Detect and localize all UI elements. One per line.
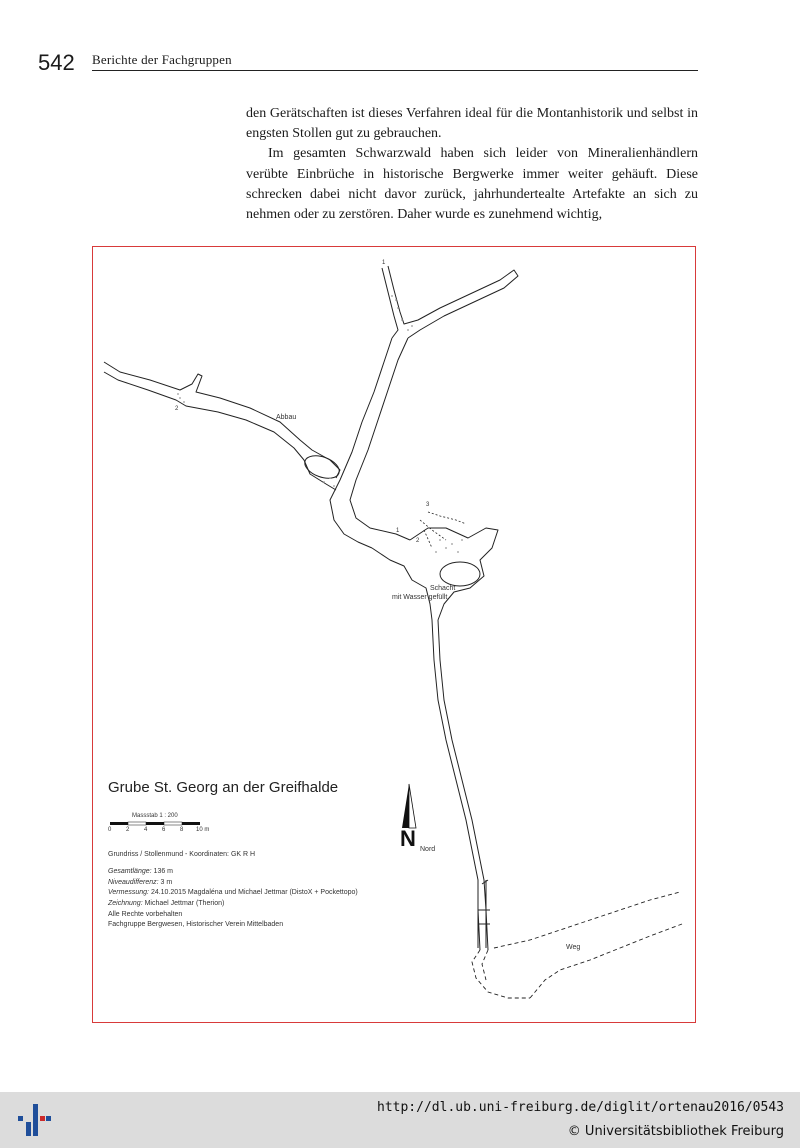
map-title: Grube St. Georg an der Greifhalde xyxy=(108,779,339,796)
library-logo-icon xyxy=(16,1100,52,1140)
paragraph-2: Im gesamten Schwarzwald haben sich leider von Mineralienhändlern verübte Einbrüche in historische Bergwerke immer weiter gehäuft. Diese schrecken dabei nicht davor zurück, jahrhundertealte Artefakte an sich zu nehmen oder zu zerstören. Daher wurde es zunehmend wichtig, xyxy=(246,146,698,223)
label-nord: Nord xyxy=(420,846,436,853)
info-length: Gesamtlänge: 136 m xyxy=(108,868,174,875)
label-abbau: Abbau xyxy=(276,414,297,421)
coordinates: Grundriss / Stollenmund - Koordinaten: GK R H xyxy=(108,851,256,858)
scale-tick-2: 2 xyxy=(126,827,130,833)
scale-tick-4: 4 xyxy=(144,827,148,833)
marker-1: 1 xyxy=(382,260,386,266)
marker-5: 2 xyxy=(416,538,420,544)
info-level: Niveaudifferenz: 3 m xyxy=(108,879,173,886)
info-rights: Alle Rechte vorbehalten xyxy=(108,911,183,918)
scale-label: Massstab 1 : 200 xyxy=(132,813,178,819)
marker-4: 1 xyxy=(396,528,400,534)
marker-3: 3 xyxy=(426,502,430,508)
north-letter: N xyxy=(400,826,416,851)
scale-tick-6: 6 xyxy=(162,827,166,833)
label-schacht: Schacht xyxy=(430,585,456,592)
label-schacht-water: mit Wasser gefüllt xyxy=(392,594,448,601)
scale-tick-8: 8 xyxy=(180,827,184,833)
footer-url-link[interactable]: http://dl.ub.uni-freiburg.de/diglit/ortenau2016/0543 xyxy=(377,1100,784,1115)
label-weg: Weg xyxy=(566,944,581,951)
scale-bar xyxy=(110,822,200,825)
info-org: Fachgruppe Bergwesen, Historischer Verein Mittelbaden xyxy=(108,921,284,928)
scale-tick-0: 0 xyxy=(108,827,112,833)
scale-tick-10: 10 m xyxy=(196,827,210,833)
info-drawing: Zeichnung: Michael Jettmar (Therion) xyxy=(108,900,225,907)
running-title: Berichte der Fachgruppen xyxy=(92,52,232,67)
info-survey: Vermessung: 24.10.2015 Magdaléna und Michael Jettmar (DistoX + Pockettopo) xyxy=(108,889,358,896)
footer-copyright: © Universitätsbibliothek Freiburg xyxy=(567,1124,784,1139)
paragraph-1: den Gerätschaften ist dieses Verfahren ideal für die Montanhistorik und selbst in engsten Stollen gut zu gebrauchen. xyxy=(246,106,698,142)
page-number: 542 xyxy=(38,50,75,75)
marker-2: 2 xyxy=(175,406,179,412)
north-arrow-icon xyxy=(402,784,416,828)
